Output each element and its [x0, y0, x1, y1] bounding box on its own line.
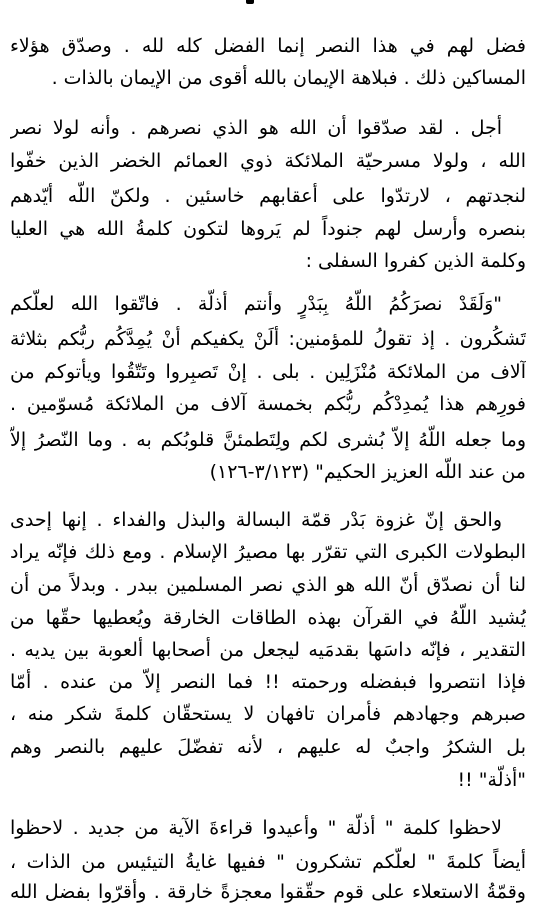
- text-line: الله ، ولولا مسرحيّة الملائكة ذوي العمائم الخضر الذين خفّوا: [10, 150, 526, 172]
- text-line: بنصره وأرسل لهم جنوداً لم يَروها لتكون كلمةُ الله هي العليا: [10, 218, 526, 240]
- page-top-mark: [246, 0, 254, 4]
- text-line: أيضاً كلمةَ " لعلّكم تشكرون " ففيها غايةُ التيئيس من الذات ،: [10, 851, 526, 873]
- quote-line: وما جعله اللّهُ إلاّ بُشرى لكم ولِتَطمئنَّ قلوبُكم به . وما النّصرُ إلاّ: [10, 429, 526, 451]
- text-line: لنجدتهم ، لارتدّوا على أعقابهم خاسئين . ولكنّ اللّه أيّدهم: [10, 185, 526, 207]
- text-line: لاحظوا كلمة " أذلّة " وأعيدوا قراءةَ الآية من جديد . لاحظوا: [10, 817, 502, 839]
- quote-line: آلاف من الملائكة مُنْزَلِين . بلى . إنْ تَصبِروا وتَتّقُوا ويأتوكم من: [10, 361, 526, 383]
- text-line: بل الشكرُ واجبٌ له عليهم ، لأنه تفضّلَ عليهم بالنصر وهم: [10, 736, 526, 758]
- quote-line: فورِهم هذا يُمدِدْكُم ربُّكم بخمسة آلاف من الملائكة مُسوّمين .: [10, 393, 526, 415]
- quote-line: تَشكُرون . إذ تقولُ للمؤمنين: ألَنْ يكفيكم أنْ يُمِدَّكُم ربُّكم بثلاثة: [10, 328, 526, 350]
- text-line: التقدير ، فإنّه داسَها بقدمَيه ليجعل من أصحابها ألعوبة بين يديه .: [10, 639, 526, 661]
- text-line: وكلمة الذين كفروا السفلى :: [305, 250, 526, 272]
- text-line: البطولات الكبرى التي تقرّر بها مصيرُ الإسلام . ومع ذلك فإنّه يراد: [10, 541, 526, 563]
- text-line: صبرهم وجهادهم فأمران تافهان لا يستحقّان كلمةَ شكر منه ،: [10, 703, 526, 725]
- text-line: يُشيد اللّهُ في القرآن بهذه الطاقات الخارقة ويُعطيها حقّها من: [10, 607, 526, 629]
- text-line: أجل . لقد صدّقوا أن الله هو الذي نصرهم . وأنه لولا نصر: [10, 117, 502, 139]
- quote-line: "وَلَقَدْ نصرَكُمُ اللّهُ بِبَدْرٍ وأنتم أذلّة . فاتّقوا الله لعلّكم: [10, 293, 502, 315]
- text-line: فإذا انتصروا فبفضله ورحمته !! فما النصر إلاّ من عنده . أمّا: [10, 671, 526, 693]
- text-line: "أذلّة" !!: [457, 769, 526, 791]
- text-line: فضل لهم في هذا النصر إنما الفضل كله لله . وصدّق هؤلاء: [10, 35, 526, 57]
- text-line: لنا أن نصدّق أنّ الله هو الذي نصر المسلمين ببدر . وبدلاً من أن: [10, 574, 526, 596]
- text-line: المساكين ذلك . فبلاهة الإيمان بالله أقوى من الإيمان بالذات .: [51, 67, 526, 89]
- text-line: وقمّةُ الاستعلاء على قوم حقّقوا معجزةً خارقة . وأقرّوا بفضل الله: [10, 881, 526, 903]
- quote-line: من عند اللّه العزيز الحكيم" (٣/١٢٣-١٢٦): [209, 461, 526, 483]
- text-line: والحق إنّ غزوة بَدْر قمّة البسالة والبذل والفداء . إنها إحدى: [10, 509, 502, 531]
